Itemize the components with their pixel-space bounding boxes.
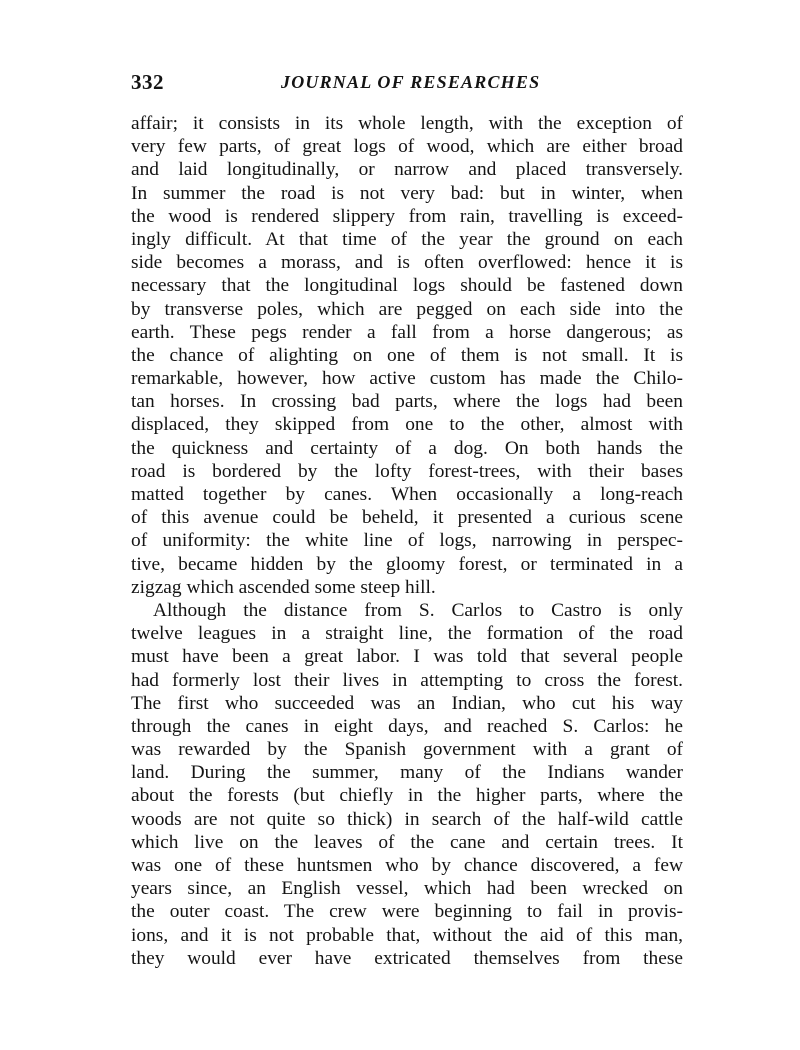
text-line: which live on the leaves of the cane and certain trees. It: [131, 831, 683, 853]
text-line: remarkable, however, how active custom has made the Chilo-: [131, 368, 683, 390]
text-line: earth. These pegs render a fall from a horse dangerous; as: [131, 321, 683, 343]
text-line: tive, became hidden by the gloomy forest, or terminated in a: [131, 553, 683, 575]
text-line: through the canes in eight days, and reached S. Carlos: he: [131, 715, 683, 737]
text-line: must have been a great labor. I was told that several people: [131, 646, 683, 668]
text-line: affair; it consists in its whole length, with the exception of: [131, 113, 683, 134]
text-line: of uniformity: the white line of logs, narrowing in perspec-: [131, 530, 683, 552]
text-line: years since, an English vessel, which had been wrecked on: [131, 878, 683, 900]
text-line: ingly difficult. At that time of the year the ground on each: [131, 228, 683, 250]
text-line: by transverse poles, which are pegged on each side into the: [131, 298, 683, 320]
page-number: 332: [131, 70, 164, 94]
text-line: land. During the summer, many of the Indians wander: [131, 762, 683, 784]
text-line: they would ever have extricated themselves from these: [131, 947, 683, 969]
text-line: was rewarded by the Spanish government with a grant of: [131, 739, 683, 761]
body-text: [131, 112, 683, 970]
text-line: had formerly lost their lives in attempting to cross the forest.: [131, 669, 683, 691]
text-line: tan horses. In crossing bad parts, where the logs had been: [131, 391, 683, 413]
paragraph-last-line: zigzag which ascended some steep hill.: [131, 576, 436, 598]
text-line: matted together by canes. When occasionally a long-reach: [131, 484, 683, 505]
text-line: road is bordered by the lofty forest-trees, with their bases: [131, 460, 683, 482]
text-line: The first who succeeded was an Indian, who cut his way: [131, 692, 683, 714]
text-line: very few parts, of great logs of wood, which are either broad: [131, 136, 683, 158]
text-line: and laid longitudinally, or narrow and placed transversely.: [131, 159, 683, 181]
text-line: the wood is rendered slippery from rain, travelling is exceed-: [131, 205, 683, 227]
text-line: was one of these huntsmen who by chance discovered, a few: [131, 855, 683, 876]
text-line: about the forests (but chiefly in the higher parts, where the: [131, 785, 683, 807]
paragraph-first-line: Although the distance from S. Carlos to Castro is only: [153, 599, 683, 621]
text-line: the quickness and certainty of a dog. On both hands the: [131, 437, 683, 459]
text-line: twelve leagues in a straight line, the formation of the road: [131, 623, 683, 645]
text-line: displaced, they skipped from one to the other, almost with: [131, 414, 683, 436]
running-head: [131, 70, 683, 100]
text-line: In summer the road is not very bad: but in winter, when: [131, 182, 683, 204]
text-line: the outer coast. The crew were beginning to fail in provis-: [131, 901, 683, 923]
text-line: woods are not quite so thick) in search of the half-wild cattle: [131, 808, 683, 830]
text-line: the chance of alighting on one of them is not small. It is: [131, 344, 683, 366]
text-line: side becomes a morass, and is often overflowed: hence it is: [131, 252, 683, 274]
text-line: necessary that the longitudinal logs should be fastened down: [131, 275, 683, 297]
text-line: of this avenue could be beheld, it presented a curious scene: [131, 507, 683, 529]
running-title: JOURNAL OF RESEARCHES: [281, 72, 541, 92]
text-line: ions, and it is not probable that, without the aid of this man,: [131, 924, 683, 946]
